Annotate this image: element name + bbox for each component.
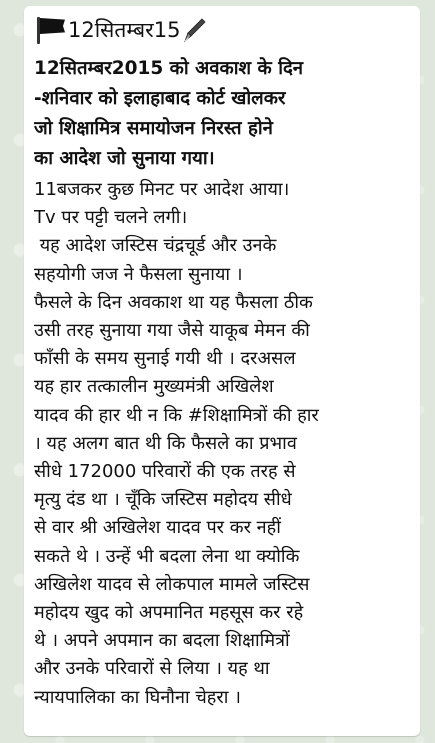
body-line: अखिलेश यादव से लोकपाल मामले जस्टिस [34,573,310,595]
body-line: सीधे 172000 परिवारों की एक तरह से [34,461,296,483]
body-line: न्यायपालिका का घिनौना चेहरा । [34,686,241,708]
title-line: 12सितम्बर2015 को अवकाश के दिन [34,58,304,79]
fountain-pen-icon [182,17,206,43]
message-date-heading: 12सितम्बर15 [68,18,181,42]
body-line: फाँसी के समय सुनाई गयी थी । दरअसल [34,348,296,370]
message-header [34,10,412,50]
body-line: उसी तरह सुनाया गया जैसे याकूब मेमन की [34,320,310,342]
title-line: -शनिवार को इलाहाबाद कोर्ट खोलकर [34,88,286,109]
body-line: । यह अलग बात थी कि फैसले का प्रभाव [34,432,297,454]
message-bubble[interactable] [24,6,420,736]
body-line: महोदय खुद को अपमानित महसूस कर रहे [34,602,304,624]
body-line: Tv पर पट्टी चलने लगी। [34,207,188,229]
message-title [34,54,412,174]
body-line: थे । अपने अपमान का बदला शिक्षामित्रों [34,630,290,652]
body-line: फैसले के दिन अवकाश था यह फैसला ठीक [34,291,313,313]
body-line: मृत्यु दंड था । चूँकि जस्टिस महोदय सीधे [34,489,292,511]
message-body [34,176,412,712]
body-line: सकते थे । उन्हें भी बदला लेना था क्योकि [34,545,300,567]
body-line: यादव की हार थी न कि #शिक्षामित्रों की हार [34,404,319,426]
body-line: सहयोगी जज ने फैसला सुनाया । [34,263,243,285]
body-line: यह आदेश जस्टिस चंद्रचूर्ड और उनके [34,235,277,257]
title-line: जो शिक्षामित्र समायोजन निरस्त होने [34,118,273,139]
body-line: यह हार तत्कालीन मुख्यमंत्री अखिलेश [34,376,274,398]
title-line: का आदेश जो सुनाया गया। [34,148,215,169]
body-line: और उनके परिवारों से लिया । यह था [34,658,270,680]
body-line: से वार श्री अखिलेश यादव पर कर नहीं [34,517,281,539]
black-flag-icon [34,15,66,45]
body-line: 11बजकर कुछ मिनट पर आदेश आया। [34,179,290,200]
